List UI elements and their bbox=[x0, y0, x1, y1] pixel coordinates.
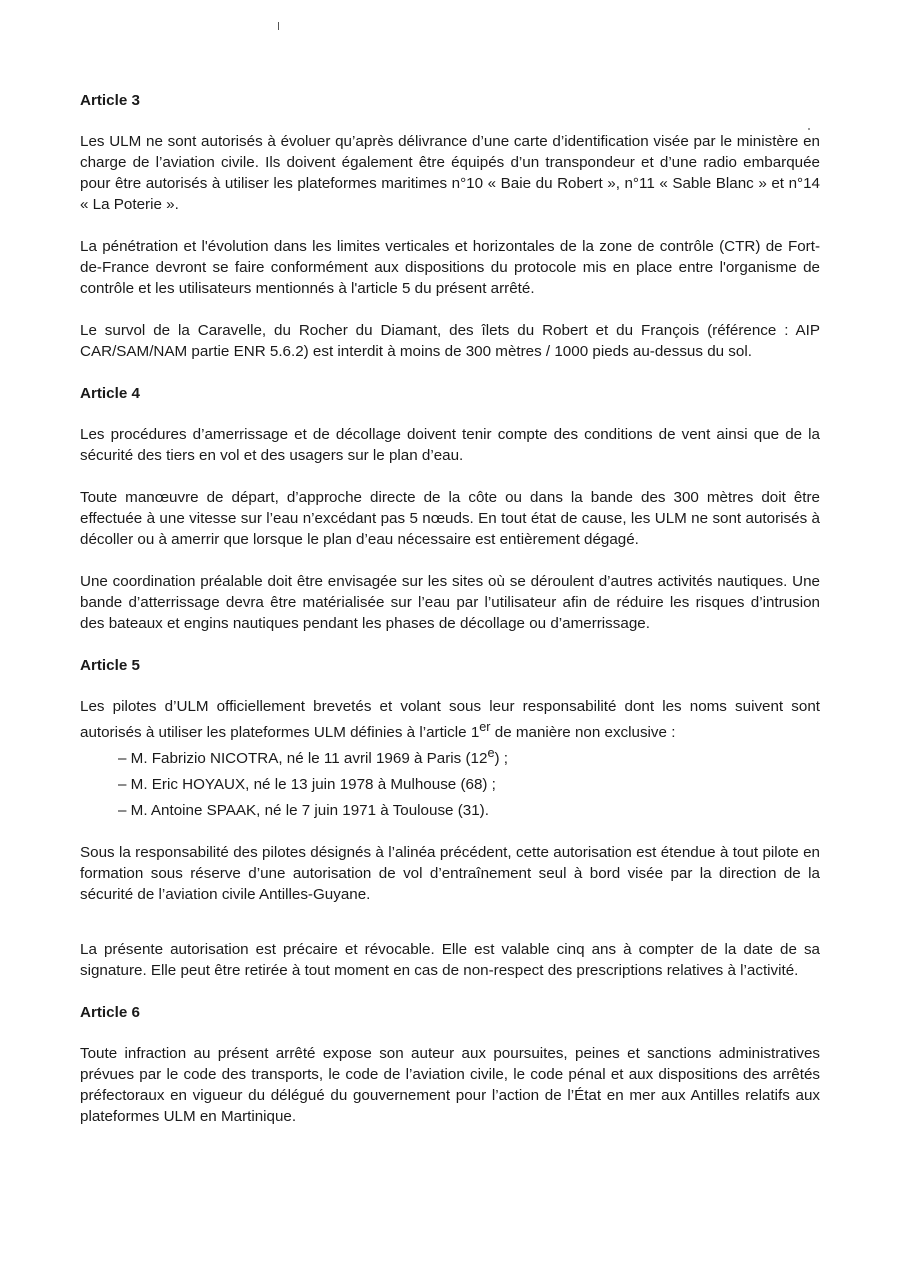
article-4-paragraph-2: Toute manœuvre de départ, d’approche directe de la côte ou dans la bande des 300 mètres doit être effectuée à une vitesse sur l’eau n’excédant pas 5 nœuds. En tout état de cause, les ULM ne sont autorisés à décoller ou à amerrir que lorsque le plan d’eau nécessaire est entièrement dégagé. bbox=[80, 489, 820, 548]
pilot-list-item bbox=[118, 769, 820, 795]
pilot-list bbox=[80, 743, 820, 821]
article-3-paragraph-2: La pénétration et l'évolution dans les limites verticales et horizontales de la zone de contrôle (CTR) de Fort-de-France devront se faire conformément aux dispositions du protocole mis en place entre l'organisme de contrôle et les utilisateurs mentionnés à l'article 5 du présent arrêté. bbox=[80, 238, 820, 297]
article-4-paragraph-3: Une coordination préalable doit être envisagée sur les sites où se déroulent d’autres activités nautiques. Une bande d’atterrissage devra être matérialisée sur l’eau par l’utilisateur afin de réduire les risques d’intrusion des bateaux et engins nautiques pendant les phases de décollage ou d’amerrissage. bbox=[80, 573, 820, 632]
article-5-intro-text-end: de manière non exclusive : bbox=[490, 724, 676, 742]
article-5-intro-text: Les pilotes d’ULM officiellement brevetés et volant sous leur responsabilité dont les noms suivent sont autorisés à utiliser les plateformes ULM définies à l’article 1 bbox=[80, 698, 820, 742]
article-3-heading: Article 3 bbox=[80, 92, 140, 109]
pilot-name-end: ) ; bbox=[494, 750, 508, 768]
article-6-heading: Article 6 bbox=[80, 1004, 140, 1022]
pilot-superscript: e bbox=[487, 746, 495, 761]
article-6-paragraph-1: Toute infraction au présent arrêté expose son auteur aux poursuites, peines et sanctions administratives prévues par le code des transports, le code de l’aviation civile, le code pénal et aux dispositions des arrêtés préfectoraux en vigueur du délégué du gouvernement pour l’action de l’État en mer aux Antilles relatifs aux plateformes ULM en Martinique. bbox=[80, 1045, 820, 1126]
article-5-paragraph-2: Sous la responsabilité des pilotes désignés à l’alinéa précédent, cette autorisation est étendue à tout pilote en formation sous réserve d’une autorisation de vol d’entraînement seul à bord visée par la direction de la sécurité de l’aviation civile Antilles-Guyane. bbox=[80, 844, 820, 904]
article-5-heading: Article 5 bbox=[80, 657, 140, 674]
article-4-heading: Article 4 bbox=[80, 385, 140, 402]
article-4-paragraph-1: Les procédures d’amerrissage et de décollage doivent tenir compte des conditions de vent ainsi que de la sécurité des tiers en vol et des usagers sur le plan d’eau. bbox=[80, 426, 820, 464]
pilot-list-item bbox=[118, 743, 820, 769]
article-5-paragraph-3: La présente autorisation est précaire et révocable. Elle est valable cinq ans à compter de la date de sa signature. Elle peut être retirée à tout moment en cas de non-respect des prescriptions relatives à l’activité. bbox=[80, 941, 820, 980]
pilot-name: M. Eric HOYAUX, né le 13 juin 1978 à Mulhouse (68) ; bbox=[130, 776, 496, 794]
document-body bbox=[80, 90, 820, 1148]
scan-mark bbox=[278, 22, 279, 30]
article-3-paragraph-3: Le survol de la Caravelle, du Rocher du Diamant, des îlets du Robert et du François (référence : AIP CAR/SAM/NAM partie ENR 5.6.2) est interdit à moins de 300 mètres / 1000 pieds au-dessus du sol. bbox=[80, 322, 820, 360]
article-5-intro-superscript: er bbox=[479, 720, 491, 734]
pilot-name: M. Antoine SPAAK, né le 7 juin 1971 à Toulouse (31). bbox=[130, 802, 489, 820]
article-3-paragraph-1: Les ULM ne sont autorisés à évoluer qu’après délivrance d’une carte d’identification visée par le ministère en charge de l’aviation civile. Ils doivent également être équipés d’un transpondeur et d’une radio embarquée pour être autorisés à utiliser les plateformes maritimes n°10 « Baie du Robert », n°11 « Sable Blanc » et n°14 « La Poterie ». bbox=[80, 133, 820, 213]
article-5-intro bbox=[80, 696, 820, 743]
pilot-list-item bbox=[118, 795, 820, 821]
pilot-name: M. Fabrizio NICOTRA, né le 11 avril 1969 à Paris (12 bbox=[130, 750, 488, 768]
